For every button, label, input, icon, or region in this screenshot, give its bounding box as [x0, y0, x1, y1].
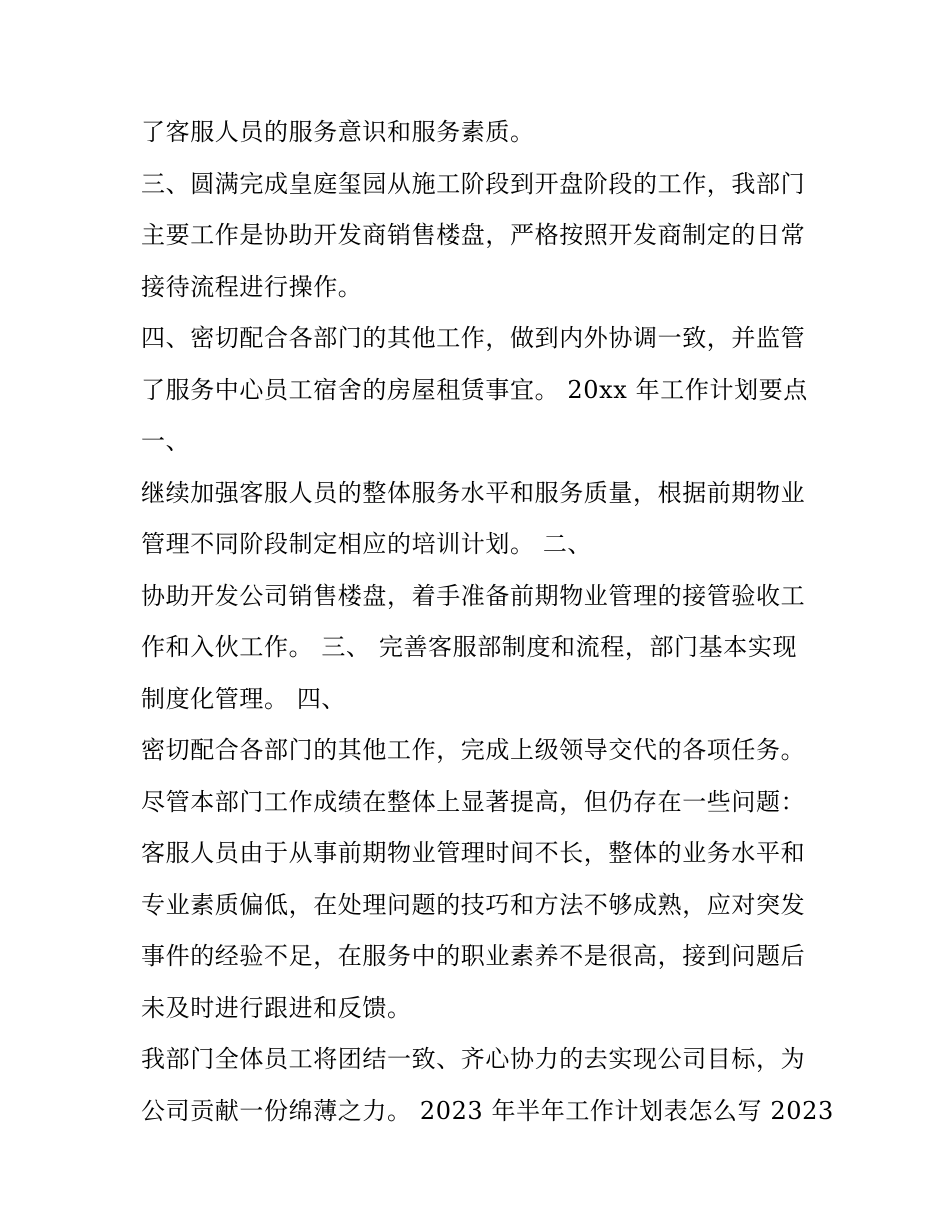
text-line: 管理不同阶段制定相应的培训计划。 二、 — [141, 530, 593, 558]
text-line: 密切配合各部门的其他工作，完成上级领导交代的各项任务。 — [141, 736, 806, 764]
text-line: 未及时进行跟进和反馈。 — [141, 993, 412, 1022]
text-line: 作和入伙工作。 三、 完善客服部制度和流程，部门基本实现 — [141, 633, 798, 661]
text-line: 专业素质偏低，在处理问题的技巧和方法不够成熟，应对突发 — [141, 890, 806, 919]
text-line: 接待流程进行操作。 — [141, 272, 363, 301]
text-line: 主要工作是协助开发商销售楼盘，严格按照开发商制定的日常 — [141, 221, 806, 249]
document-body — [141, 107, 834, 1137]
text-line: 公司贡献一份绵薄之力。 2023 年半年工作计划表怎么写 2023 — [141, 1096, 834, 1125]
text-line: 一、 — [141, 427, 191, 455]
text-line: 了客服人员的服务意识和服务素质。 — [141, 118, 535, 146]
text-line: 继续加强客服人员的整体服务水平和服务质量，根据前期物业 — [141, 478, 806, 507]
text-line: 客服人员由于从事前期物业管理时间不长，整体的业务水平和 — [141, 839, 806, 867]
text-line: 四、密切配合各部门的其他工作，做到内外协调一致，并监管 — [141, 324, 806, 352]
text-line: 我部门全体员工将团结一致、齐心协力的去实现公司目标，为 — [141, 1045, 806, 1073]
text-line: 尽管本部门工作成绩在整体上显著提高，但仍存在一些问题： — [141, 787, 806, 816]
text-line: 协助开发公司销售楼盘，着手准备前期物业管理的接管验收工 — [141, 581, 806, 610]
text-line: 三、圆满完成皇庭玺园从施工阶段到开盘阶段的工作，我部门 — [141, 169, 806, 198]
text-line: 制度化管理。 四、 — [141, 684, 347, 713]
text-line: 事件的经验不足，在服务中的职业素养不是很高，接到问题后 — [141, 942, 806, 970]
text-line: 了服务中心员工宿舍的房屋租赁事宜。 20xx 年工作计划要点 — [141, 375, 808, 404]
